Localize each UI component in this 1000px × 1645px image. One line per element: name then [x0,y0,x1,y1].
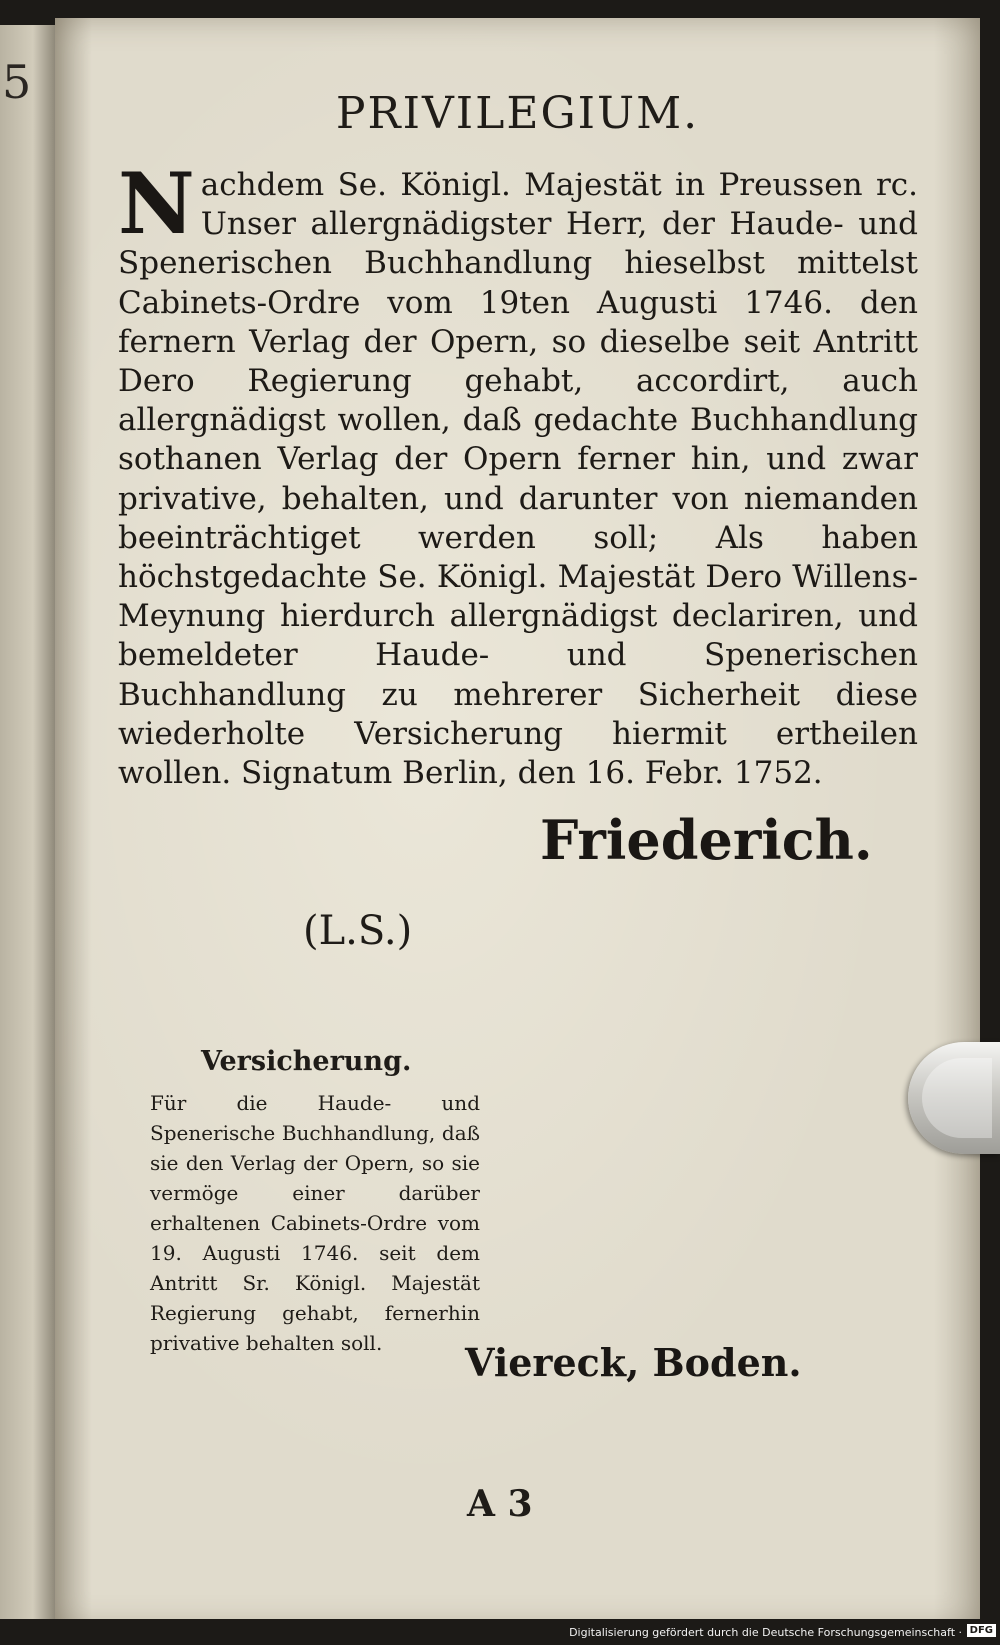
digitization-footer [0,1619,1000,1645]
margin-note-title: Versicherung. [201,1046,412,1077]
dfg-logo: DFG [967,1624,996,1637]
drop-initial: N [118,154,195,253]
privilege-text: achdem Se. Königl. Majestät in Preussen rc. Unser allergnädigster Herr, der Haude- und Spenerischen Buchhandlung hieselbst mittelst Cabinets-Ordre vom 19ten Augusti 1746. den fernern Verlag der Opern, so dieselbe seit Antritt Dero Regierung gehabt, accordirt, auch allergnädigst wollen, daß gedachte Buchhandlung sothanen Verlag der Opern ferner hin, und zwar privative, behalten, und darunter von niemanden beeinträchtiget werden soll; Als haben höchstgedachte Se. Königl. Majestät Dero Willens-Meynung hierdurch allergnädigst declariren, und bemeldeter Haude- und Spenerischen Buchhandlung zu mehrerer Sicherheit diese wiederholte Versicherung hiermit ertheilen wollen. Signatum Berlin, den 16. Febr. 1752. [118,167,918,792]
countersignatures: Viereck, Boden. [465,1340,802,1385]
left-page-edge [0,25,55,1635]
left-page-fragment: 5 [2,55,32,109]
document-page [55,18,980,1628]
privilege-body [118,154,918,793]
funding-credit: Digitalisierung gefördert durch die Deutsche Forschungsgemeinschaft · [569,1626,962,1639]
page-title: PRIVILEGIUM. [335,88,700,139]
signature-mark: A 3 [467,1483,533,1525]
royal-signature: Friederich. [540,808,873,872]
margin-note-text: Für die Haude- und Spenerische Buchhandlung, daß sie den Verlag der Opern, so sie vermöge einer darüber erhaltenen Cabinets-Ordre vom 19. Augusti 1746. seit dem Antritt Sr. Königl. Majestät Regierung gehabt, fernerhin privative behalten soll. [150,1091,480,1355]
seal-mark: (L.S.) [303,908,413,954]
